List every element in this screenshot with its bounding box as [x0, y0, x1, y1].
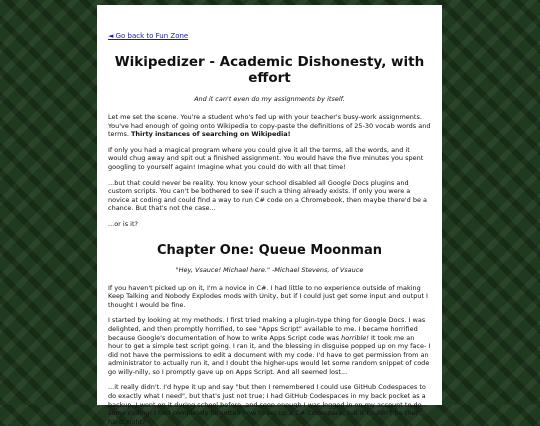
- intro-paragraph-1-text: Let me set the scene. You're a student who's fed up with your teacher's busy-work assignments. You've had enough of going onto Wikipedia to copy-paste the definitions of 25-30 vocab words and terms.: [108, 113, 431, 139]
- chapter-one-paragraph-2: [108, 316, 431, 376]
- intro-paragraph-2: If only you had a magical program where you could give it all the terms, all the words, and it would chug away and spit out a finished assignment. You would have the five minutes you spent googling to yourself again! Imagine what you could do with all that time!: [108, 145, 424, 171]
- chapter-one-paragraph-2-italic: horrible!: [341, 333, 369, 342]
- page-title: Wikipedizer - Academic Dishonesty, with effort: [114, 54, 425, 86]
- intro-paragraph-3: ...but that could never be reality. You know your school disabled all Google Docs plugins and custom scripts. You can't be bothered to see if such a thing already exists. If only you were a novice at coding and could find a way to run C# code on a Chromebook, then maybe there'd be a chance. But that's not the case...: [108, 178, 428, 213]
- chapter-one-heading: Chapter One: Queue Moonman: [156, 242, 383, 258]
- chapter-one-paragraph-1: If you haven't picked up on it, I'm a novice in C#. I had little to no experience outside of making Keep Talking and Nobody Explodes mods with Unity, but if I could just get some input and output I thought I would be fine.: [108, 283, 428, 309]
- intro-paragraph-1-bold: Thirty instances of searching on Wikipedia!: [130, 130, 291, 139]
- content-page: [97, 5, 442, 426]
- page-subtitle: And it can't even do my assignments by itself.: [194, 95, 345, 103]
- chapter-one-quote: "Hey, Vsauce! Michael here." -Michael Stevens, of Vsauce: [175, 265, 364, 274]
- chapter-one-paragraph-3: ...it really didn't. I'd hype it up and say "but then I remembered I could use GitHub Codespaces to do exactly what I need", but that's just not true; I had GitHub Codespaces in my back pocket as a backup. I went on it during school before, and soon enough I was logged in on my account to do some coding! I had completely forgotten how to set up a C# Codespace, but it couldn't be that hard, right?: [108, 383, 426, 426]
- intro-paragraph-4: ...or is it?: [108, 219, 138, 228]
- chapter-one-paragraph-2-text-b: It took me an hour to get a simple test script going. I ran it, and the blessing in disguise popped up on my face- I did not have the permissions to edit a document with my code. I'd have to get permission from an administrator to actually run it, and I doubt the higher-ups would let some random snippet of code go willy-nilly, so I promptly gave up on Apps Script. And all seemed lost...: [108, 333, 431, 376]
- chapter-one-paragraph-2-text-a: I started by looking at my methods. I first tried making a plugin-type thing for Google Docs. I was delighted, and then promptly horrified, to see "Apps Script" available to me. I became horrified because Google's documentation of how to write Apps Script code was: [108, 316, 426, 342]
- intro-paragraph-1: [108, 113, 431, 139]
- back-to-fun-zone-link[interactable]: ◄ Go back to Fun Zone: [108, 32, 189, 40]
